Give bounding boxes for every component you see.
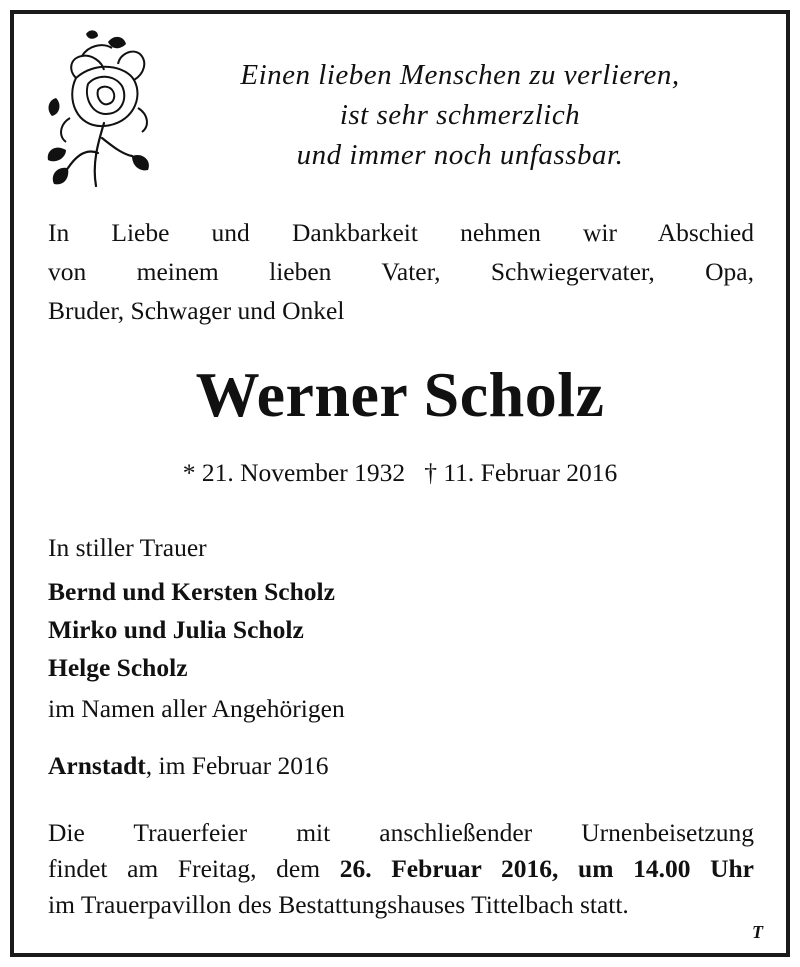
funeral-line: Die Trauerfeier mit anschließender Urnenbeisetzung xyxy=(48,818,754,847)
mourners-heading: In stiller Trauer xyxy=(48,533,207,562)
funeral-date: 26. Februar 2016, um 14.00 Uhr xyxy=(339,854,755,883)
place-city: Arnstadt xyxy=(48,751,146,780)
funeral-info xyxy=(48,815,754,923)
mourners-footer: im Namen aller Angehörigen xyxy=(48,694,345,723)
poem xyxy=(165,55,755,175)
death-date: † 11. Februar 2016 xyxy=(424,458,618,487)
place-date xyxy=(48,747,329,785)
funeral-day: findet am Freitag, dem xyxy=(48,854,340,883)
funeral-line xyxy=(48,851,754,887)
deceased-name: Werner Scholz xyxy=(195,359,605,430)
poem-line: ist sehr schmerzlich xyxy=(339,99,581,131)
funeral-line: im Trauerpavillon des Bestattungshauses Tittelbach statt. xyxy=(48,890,629,919)
poem-line: und immer noch unfassbar. xyxy=(296,139,624,171)
intro-line: von meinem lieben Vater, Schwiegervater, Opa, xyxy=(48,257,754,286)
intro-text xyxy=(48,213,754,330)
life-dates xyxy=(0,455,800,491)
place-month: , im Februar 2016 xyxy=(145,751,329,780)
poem-line: Einen lieben Menschen zu verlieren, xyxy=(240,59,680,91)
intro-line: Bruder, Schwager und Onkel xyxy=(48,296,345,325)
birth-date: * 21. November 1932 xyxy=(182,458,406,487)
intro-line: In Liebe und Dankbarkeit nehmen wir Abschied xyxy=(48,218,754,247)
mourner-name: Helge Scholz xyxy=(48,653,188,682)
mourner-name: Bernd und Kersten Scholz xyxy=(48,577,335,606)
mourner-name: Mirko und Julia Scholz xyxy=(48,615,304,644)
rose-icon xyxy=(46,28,158,188)
publisher-mark: T xyxy=(752,922,763,942)
